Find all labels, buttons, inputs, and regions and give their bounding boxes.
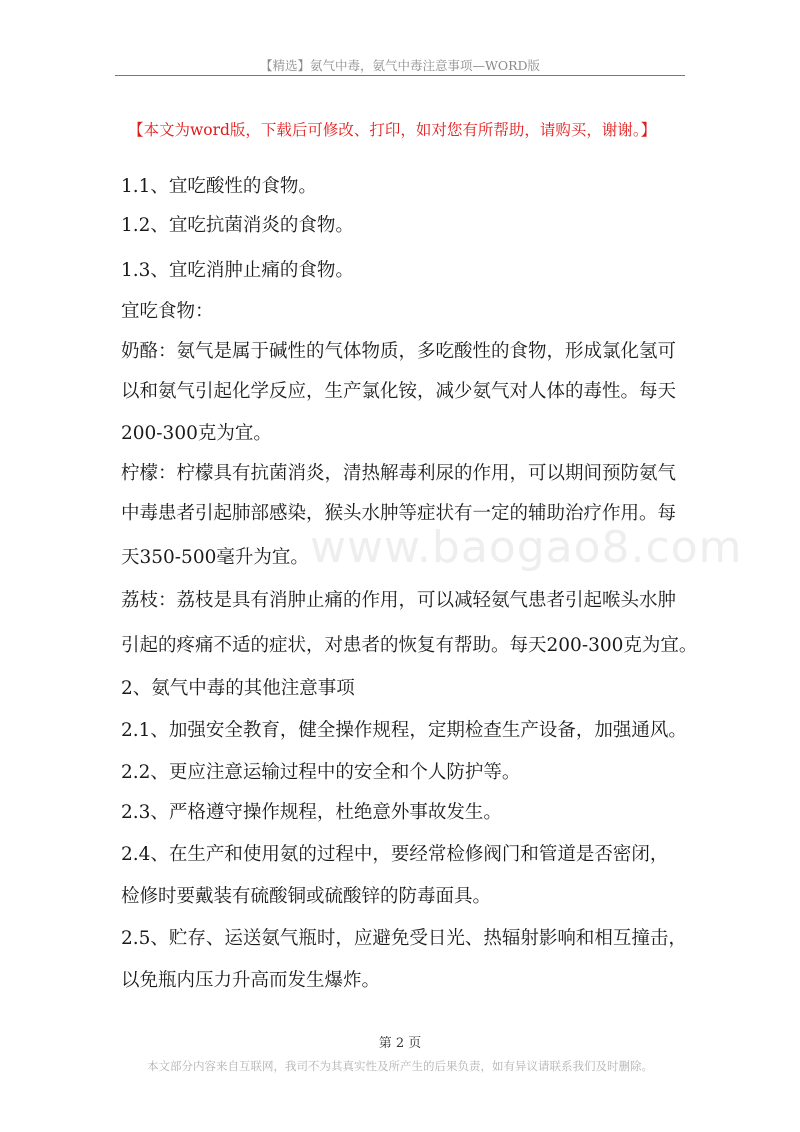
body-line: 奶酪：氨气是属于碱性的气体物质，多吃酸性的食物，形成氯化氢可 [121,341,677,362]
body-line: 以免瓶内压力升高而发生爆炸。 [121,970,381,991]
body-line: 中毒患者引起肺部感染，猴头水肿等症状有一定的辅助治疗作用。每 [121,503,677,524]
body-line: 检修时要戴装有硫酸铜或硫酸锌的防毒面具。 [121,886,492,907]
body-line: 柠檬：柠檬具有抗菌消炎，清热解毒利尿的作用，可以期间预防氨气 [121,463,677,484]
header-divider [115,75,685,76]
body-line: 1.2、宜吃抗菌消炎的食物。 [121,215,354,236]
body-line: 2.2、更应注意运输过程中的安全和个人防护等。 [121,762,521,783]
body-line: 以和氨气引起化学反应，生产氯化铵，减少氨气对人体的毒性。每天 [121,381,677,402]
body-line: 2.1、加强安全教育，健全操作规程，定期检查生产设备，加强通风。 [121,720,687,741]
page-number: 第 2 页 [378,1036,422,1051]
watermark: www.baogao8.com [310,522,743,573]
purchase-notice: 【本文为word版，下载后可修改、打印，如对您有所帮助，请购买，谢谢。】 [128,121,657,139]
body-line: 天350-500毫升为宜。 [121,547,309,568]
body-line: 宜吃食物： [121,301,214,322]
body-line: 200-300克为宜。 [121,423,272,444]
body-line: 2.5、贮存、运送氨气瓶时，应避免受日光、热辐射影响和相互撞击， [121,928,687,949]
running-header: 【精选】氨气中毒，氨气中毒注意事项—WORD版 [259,58,541,73]
body-line: 1.1、宜吃酸性的食物。 [121,176,317,197]
body-line: 2.3、严格遵守操作规程，杜绝意外事故发生。 [121,802,502,823]
body-line: 2.4、在生产和使用氨的过程中，要经常检修阀门和管道是否密闭， [121,844,669,865]
body-line: 引起的疼痛不适的症状，对患者的恢复有帮助。每天200-300克为宜。 [121,635,698,656]
body-line: 荔枝：荔枝是具有消肿止痛的作用，可以减轻氨气患者引起喉头水肿 [121,590,677,611]
body-line: 2、氨气中毒的其他注意事项 [121,678,355,699]
footer-disclaimer: 本文部分内容来自互联网，我司不为其真实性及所产生的后果负责，如有异议请联系我们及时删除。 [147,1059,653,1073]
body-line: 1.3、宜吃消肿止痛的食物。 [121,260,354,281]
